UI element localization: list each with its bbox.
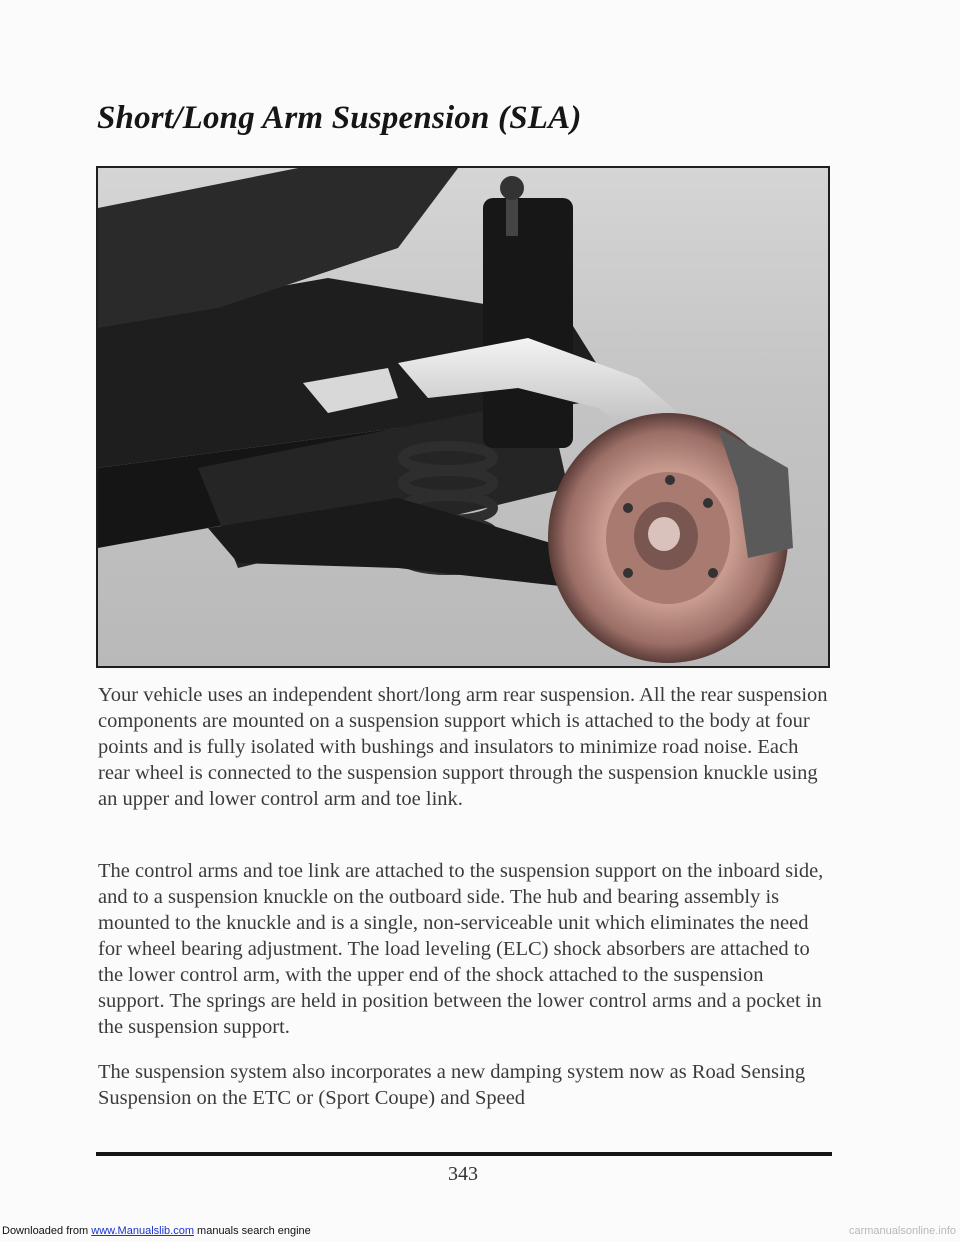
paragraph-1: Your vehicle uses an independent short/long arm rear suspension. All the rear suspension components are mounted on a suspension support which is attached to the body at four points and is fully isolated with bushings and insulators to minimize road noise. Each rear wheel is connected to the suspension support through the suspension knuckle using an upper and lower control arm and toe link. bbox=[98, 684, 828, 810]
paragraph-3: The suspension system also incorporates a new damping system now as Road Sensing Suspension on the ETC or (Sport Coupe) and Speed bbox=[98, 1061, 806, 1109]
site-watermark: carmanualsonline.info bbox=[848, 1225, 956, 1237]
rear-suspension-illustration bbox=[98, 168, 828, 666]
page-title: Short/Long Arm Suspension (SLA) bbox=[97, 100, 582, 136]
page-number: 343 bbox=[448, 1163, 478, 1185]
download-source-note bbox=[2, 1225, 311, 1237]
download-suffix: manuals search engine bbox=[193, 1225, 311, 1237]
download-prefix: Downloaded from bbox=[2, 1225, 92, 1237]
paragraph-2: The control arms and toe link are attached to the suspension support on the inboard side, and to a suspension knuckle on the outboard side. The hub and bearing assembly is mounted to the knuckle and is a single, non-serviceable unit which eliminates the need for wheel bearing adjustment. The load leveling (ELC) shock absorbers are attached to the lower control arm, with the upper end of the shock attached to the suspension support. The springs are held in position between the lower control arms and a pocket in the suspension support. bbox=[98, 860, 824, 1038]
manualslib-link[interactable]: www.Manualslib.com bbox=[91, 1225, 194, 1237]
suspension-photo bbox=[96, 166, 830, 668]
footer-divider bbox=[96, 1152, 832, 1156]
